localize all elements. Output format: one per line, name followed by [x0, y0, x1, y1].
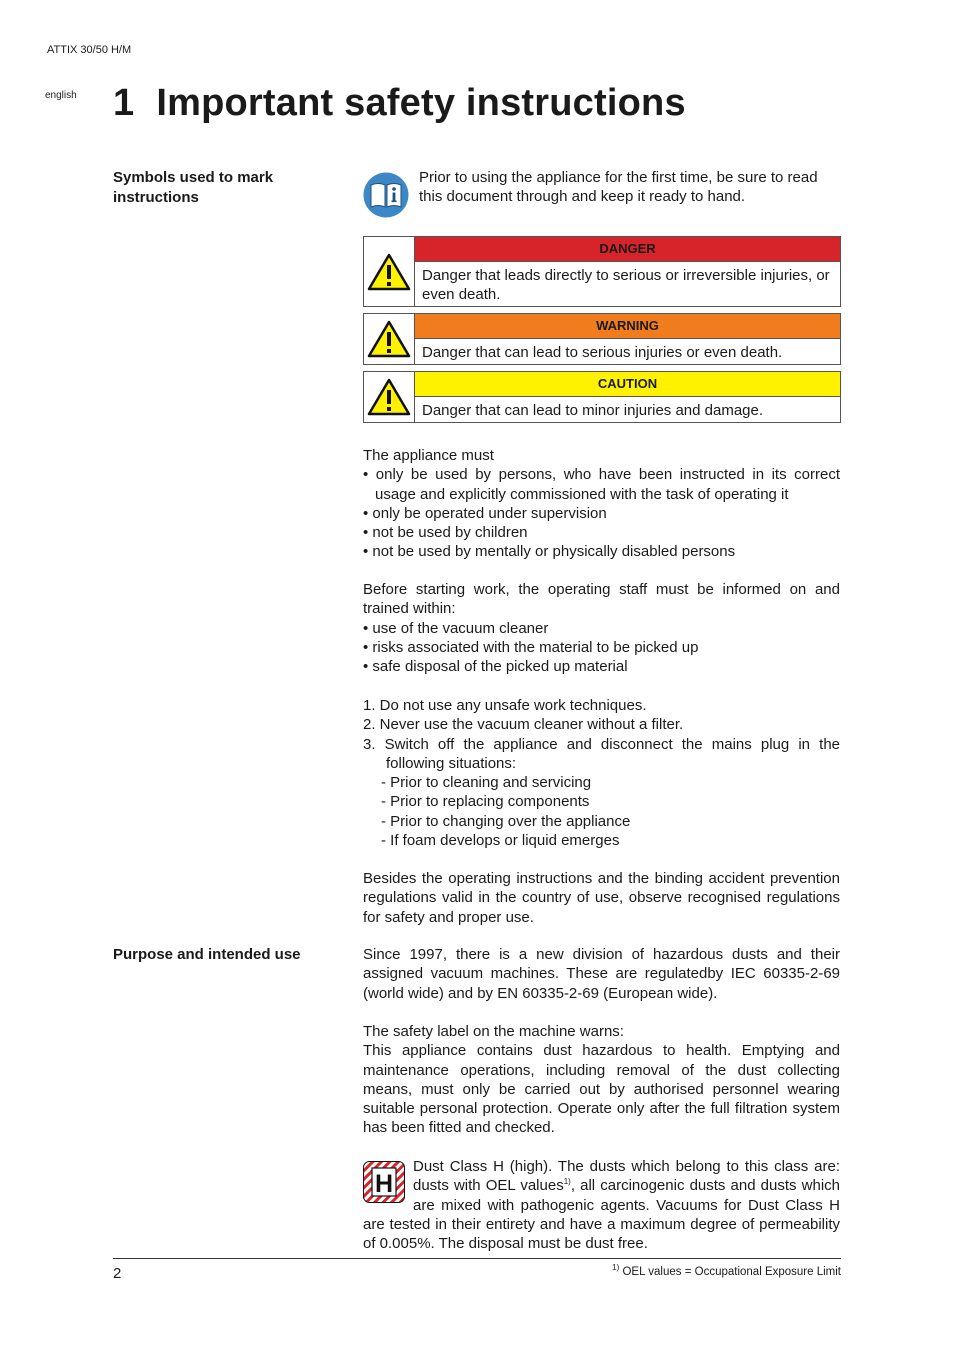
safety-label-text: This appliance contains dust hazardous to health. Emptying and maintenance operations, including removal of the dust collecting means, must only be carried out by authorised personnel wearing suitable personal protection. Operate only after the full filtration system has been fitted and checked. [363, 1042, 840, 1137]
hazard-text-caution: Danger that can lead to minor injuries and damage. [422, 402, 764, 419]
dust-class-paragraph [363, 1157, 840, 1253]
list-item: • not be used by children [363, 524, 528, 542]
list-item: - Prior to cleaning and servicing [381, 774, 592, 792]
dust-class-letter: H [374, 1170, 394, 1198]
chapter-number: 1 [113, 82, 135, 124]
read-manual-icon [363, 172, 409, 218]
list-item: • only be operated under supervision [363, 504, 607, 522]
hazard-level-caution: CAUTION [415, 372, 840, 397]
list-item: • risks associated with the material to be picked up [363, 638, 699, 656]
footnote [612, 1263, 841, 1278]
warning-triangle-icon [364, 372, 415, 422]
list-item: • use of the vacuum cleaner [363, 619, 549, 637]
hazard-level-danger: DANGER [415, 237, 840, 262]
footnote-mark: 1) [612, 1263, 620, 1273]
hazard-level-warning: WARNING [415, 314, 840, 339]
list-item: 1. Do not use any unsafe work techniques. [363, 697, 647, 714]
list-item: - Prior to replacing components [381, 793, 590, 811]
purpose-paragraph: Since 1997, there is a new division of hazardous dusts and their assigned vacuum machines. These are regulatedby IEC 60335-2-69 (world wide) and by EN 60335-2-69 (European wide). [363, 946, 840, 1002]
training-lead: Before starting work, the operating staff must be informed on and trained within: [363, 581, 840, 618]
warning-triangle-icon [364, 237, 415, 306]
list-item: - Prior to changing over the appliance [381, 812, 631, 830]
list-item: • only be used by persons, who have been instructed in its correct usage and explicitly commissioned with the task of operating it [363, 466, 840, 503]
besides-paragraph: Besides the operating instructions and the binding accident prevention regulations valid in the country of use, observe recognised regulations for safety and proper use. [363, 870, 840, 926]
list-item: 3. Switch off the appliance and disconnect the mains plug in the following situations: [363, 735, 840, 772]
section-heading-purpose: Purpose and intended use [113, 946, 301, 963]
language-label: english [45, 90, 77, 101]
hazard-box-warning [363, 313, 841, 365]
dust-class-text-a: Dust Class H (high). The dusts which belong to this class are: dusts with OEL values [413, 1158, 840, 1195]
appliance-must-block [363, 446, 840, 562]
training-block [363, 580, 840, 676]
hazard-box-caution [363, 371, 841, 423]
footer-divider [113, 1258, 841, 1259]
warning-triangle-icon [364, 314, 415, 364]
dust-class-text-b: , all carcinogenic dusts and dusts which are mixed with pathogenic agents. Vacuums for Dust Class H are tested in their entirety and have a maximum degree of permeability of 0.005%. The disposal must be dust free. [363, 1177, 840, 1253]
list-item: 2. Never use the vacuum cleaner without a filter. [363, 716, 684, 734]
chapter-heading [113, 82, 686, 125]
section-heading-symbols: Symbols used to mark instructions [113, 169, 274, 206]
hazard-text-warning: Danger that can lead to serious injuries or even death. [422, 344, 783, 361]
safety-label-block [363, 1022, 840, 1138]
list-item: • not be used by mentally or physically disabled persons [363, 543, 736, 561]
page-number: 2 [113, 1265, 122, 1282]
footnote-text: OEL values = Occupational Exposure Limit [619, 1266, 841, 1278]
document-title: ATTIX 30/50 H/M [47, 44, 132, 56]
appliance-must-lead: The appliance must [363, 447, 494, 464]
chapter-title: Important safety instructions [156, 82, 686, 124]
footnote-ref: 1) [563, 1177, 571, 1187]
list-item: • safe disposal of the picked up material [363, 658, 628, 676]
safety-label-lead: The safety label on the machine warns: [363, 1023, 624, 1040]
hazard-text-danger: Danger that leads directly to serious or irreversible injuries, or even death. [422, 267, 830, 304]
hazard-box-danger [363, 236, 841, 307]
intro-paragraph: Prior to using the appliance for the first time, be sure to read this document through and keep it ready to hand. [419, 169, 818, 206]
steps-block [363, 696, 840, 850]
list-item: - If foam develops or liquid emerges [381, 832, 620, 850]
